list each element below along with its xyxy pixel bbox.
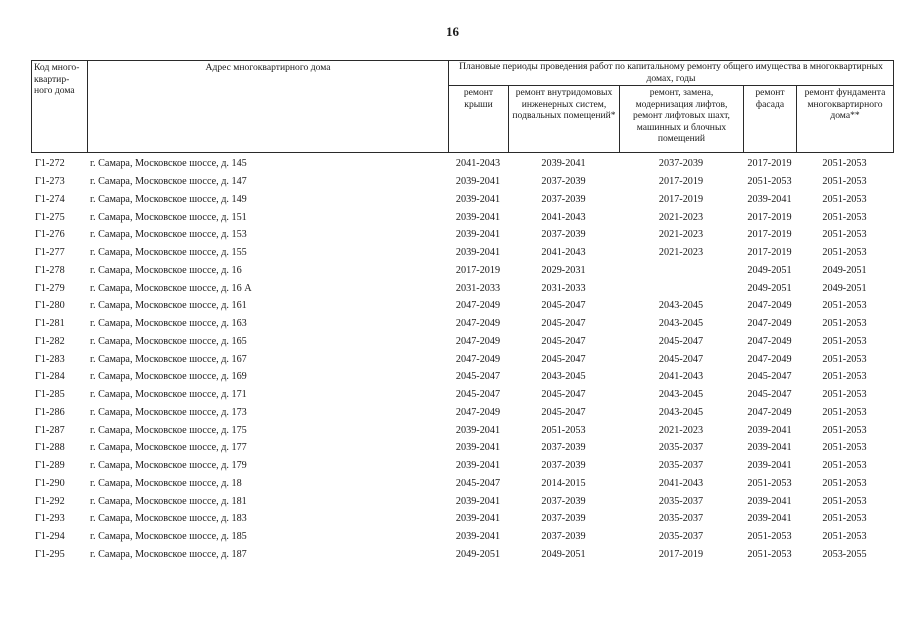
- period-roof: 2039-2041: [455, 531, 501, 543]
- period-foundation: 2051-2053: [822, 371, 867, 383]
- period-facade: 2051-2053: [747, 548, 792, 560]
- period-facade: 2051-2053: [747, 477, 792, 489]
- house-address: г. Самара, Московское шоссе, д. 167: [90, 353, 247, 365]
- house-code: Г1-290: [35, 477, 65, 489]
- table-row: [31, 510, 893, 528]
- period-facade: 2039-2041: [747, 193, 792, 205]
- period-roof: 2039-2041: [455, 193, 501, 205]
- data-table: [31, 155, 893, 563]
- header-facade: ремонт фасада: [744, 86, 797, 153]
- house-address: г. Самара, Московское шоссе, д. 177: [90, 442, 247, 454]
- period-elevators: 2017-2019: [658, 548, 704, 560]
- period-roof: 2039-2041: [455, 460, 501, 472]
- period-elevators: 2035-2037: [658, 513, 704, 525]
- house-code: Г1-293: [35, 513, 65, 525]
- house-address: г. Самара, Московское шоссе, д. 169: [90, 371, 247, 383]
- period-foundation: 2051-2053: [822, 460, 867, 472]
- house-code: Г1-288: [35, 442, 65, 454]
- period-engineering: 2051-2053: [541, 424, 586, 436]
- period-engineering: 2049-2051: [541, 548, 586, 560]
- header-roof: ремонт крыши: [449, 86, 509, 153]
- house-code: Г1-294: [35, 531, 65, 543]
- period-roof: 2039-2041: [455, 442, 501, 454]
- house-code: Г1-272: [35, 158, 65, 170]
- period-roof: 2039-2041: [455, 513, 501, 525]
- house-address: г. Самара, Московское шоссе, д. 183: [90, 513, 247, 525]
- period-engineering: 2045-2047: [541, 335, 586, 347]
- period-elevators: 2035-2037: [658, 495, 704, 507]
- period-elevators: 2045-2047: [658, 353, 704, 365]
- period-roof: 2047-2049: [455, 318, 501, 330]
- period-roof: 2039-2041: [455, 247, 501, 259]
- house-code: Г1-284: [35, 371, 65, 383]
- period-elevators: 2037-2039: [658, 158, 704, 170]
- period-facade: 2047-2049: [747, 300, 792, 312]
- period-engineering: 2045-2047: [541, 300, 586, 312]
- period-engineering: 2045-2047: [541, 389, 586, 401]
- period-foundation: 2051-2053: [822, 353, 867, 365]
- period-engineering: 2045-2047: [541, 318, 586, 330]
- house-code: Г1-273: [35, 176, 65, 188]
- period-facade: 2047-2049: [747, 406, 792, 418]
- table-row: [31, 315, 893, 333]
- period-engineering: 2037-2039: [541, 229, 586, 241]
- house-address: г. Самара, Московское шоссе, д. 149: [90, 193, 247, 205]
- period-facade: 2017-2019: [747, 247, 792, 259]
- house-code: Г1-287: [35, 424, 65, 436]
- table-row: [31, 262, 893, 280]
- period-engineering: 2045-2047: [541, 406, 586, 418]
- table-row: [31, 404, 893, 422]
- period-foundation: 2051-2053: [822, 300, 867, 312]
- period-engineering: 2045-2047: [541, 353, 586, 365]
- house-code: Г1-274: [35, 193, 65, 205]
- table-row: [31, 244, 893, 262]
- header-foundation: ремонт фундамента многоквартирного дома**: [797, 86, 894, 153]
- period-elevators: 2035-2037: [658, 531, 704, 543]
- period-roof: 2045-2047: [455, 477, 501, 489]
- table-row: [31, 297, 893, 315]
- period-elevators: 2021-2023: [658, 424, 704, 436]
- house-code: Г1-282: [35, 335, 65, 347]
- period-foundation: 2051-2053: [822, 389, 867, 401]
- period-foundation: 2049-2051: [822, 264, 867, 276]
- period-engineering: 2029-2031: [541, 264, 586, 276]
- period-elevators: 2021-2023: [658, 211, 704, 223]
- house-code: Г1-276: [35, 229, 65, 241]
- house-code: Г1-275: [35, 211, 65, 223]
- house-code: Г1-277: [35, 247, 65, 259]
- period-engineering: 2031-2033: [541, 282, 586, 294]
- page-number: 16: [446, 24, 459, 39]
- period-foundation: 2051-2053: [822, 247, 867, 259]
- period-engineering: 2043-2045: [541, 371, 586, 383]
- table-body: [31, 155, 893, 563]
- period-foundation: 2051-2053: [822, 335, 867, 347]
- period-roof: 2039-2041: [455, 229, 501, 241]
- period-foundation: 2051-2053: [822, 229, 867, 241]
- period-foundation: 2051-2053: [822, 495, 867, 507]
- table-row: [31, 546, 893, 564]
- period-elevators: 2017-2019: [658, 176, 704, 188]
- period-elevators: 2043-2045: [658, 300, 704, 312]
- house-address: г. Самара, Московское шоссе, д. 185: [90, 531, 247, 543]
- table-row: [31, 173, 893, 191]
- house-address: г. Самара, Московское шоссе, д. 175: [90, 424, 247, 436]
- period-engineering: 2039-2041: [541, 158, 586, 170]
- house-address: г. Самара, Московское шоссе, д. 147: [90, 176, 247, 188]
- table-row: [31, 350, 893, 368]
- period-foundation: 2051-2053: [822, 477, 867, 489]
- period-engineering: 2037-2039: [541, 193, 586, 205]
- period-foundation: 2051-2053: [822, 513, 867, 525]
- header-elevators: ремонт, замена, модернизация лифтов, ремонт лифтовых шахт, машинных и блочных помещений: [620, 86, 744, 153]
- period-elevators: 2041-2043: [658, 371, 704, 383]
- period-facade: 2051-2053: [747, 531, 792, 543]
- house-address: г. Самара, Московское шоссе, д. 153: [90, 229, 247, 241]
- period-roof: 2047-2049: [455, 335, 501, 347]
- period-foundation: 2051-2053: [822, 158, 867, 170]
- house-code: Г1-281: [35, 318, 65, 330]
- house-address: г. Самара, Московское шоссе, д. 16: [90, 264, 242, 276]
- house-address: г. Самара, Московское шоссе, д. 173: [90, 406, 247, 418]
- table-row: [31, 439, 893, 457]
- period-facade: 2039-2041: [747, 495, 792, 507]
- period-elevators: 2041-2043: [658, 477, 704, 489]
- table-row: [31, 421, 893, 439]
- period-engineering: 2037-2039: [541, 513, 586, 525]
- house-code: Г1-286: [35, 406, 65, 418]
- period-engineering: 2037-2039: [541, 495, 586, 507]
- house-code: Г1-285: [35, 389, 65, 401]
- table-row: [31, 279, 893, 297]
- period-facade: 2017-2019: [747, 158, 792, 170]
- house-code: Г1-289: [35, 460, 65, 472]
- house-address: г. Самара, Московское шоссе, д. 165: [90, 335, 247, 347]
- period-elevators: [619, 279, 743, 297]
- period-elevators: 2043-2045: [658, 318, 704, 330]
- period-engineering: 2037-2039: [541, 531, 586, 543]
- house-address: г. Самара, Московское шоссе, д. 181: [90, 495, 247, 507]
- house-code: Г1-280: [35, 300, 65, 312]
- period-roof: 2039-2041: [455, 176, 501, 188]
- period-roof: 2039-2041: [455, 424, 501, 436]
- header-periods: Плановые периоды проведения работ по капитальному ремонту общего имущества в многоквартирных домах, годы: [449, 61, 894, 86]
- table-header: [31, 60, 894, 153]
- house-address: г. Самара, Московское шоссе, д. 171: [90, 389, 247, 401]
- header-address: Адрес многоквартирного дома: [88, 61, 449, 153]
- period-elevators: 2021-2023: [658, 229, 704, 241]
- table-row: [31, 457, 893, 475]
- period-roof: 2041-2043: [455, 158, 501, 170]
- period-facade: 2039-2041: [747, 460, 792, 472]
- house-code: Г1-295: [35, 548, 65, 560]
- period-facade: 2039-2041: [747, 424, 792, 436]
- period-facade: 2017-2019: [747, 211, 792, 223]
- period-engineering: 2041-2043: [541, 211, 586, 223]
- period-facade: 2047-2049: [747, 353, 792, 365]
- period-roof: 2049-2051: [455, 548, 501, 560]
- period-roof: 2017-2019: [455, 264, 501, 276]
- period-engineering: 2037-2039: [541, 460, 586, 472]
- period-foundation: 2051-2053: [822, 531, 867, 543]
- period-elevators: 2043-2045: [658, 389, 704, 401]
- period-facade: 2049-2051: [747, 282, 792, 294]
- period-facade: 2047-2049: [747, 318, 792, 330]
- table-row: [31, 191, 893, 209]
- period-elevators: 2021-2023: [658, 247, 704, 259]
- period-foundation: 2053-2055: [822, 548, 867, 560]
- period-engineering: 2014-2015: [541, 477, 586, 489]
- period-engineering: 2037-2039: [541, 176, 586, 188]
- house-code: Г1-283: [35, 353, 65, 365]
- table-row: [31, 368, 893, 386]
- period-elevators: [619, 262, 743, 280]
- house-code: Г1-279: [35, 282, 65, 294]
- period-facade: 2049-2051: [747, 264, 792, 276]
- period-foundation: 2051-2053: [822, 211, 867, 223]
- period-foundation: 2049-2051: [822, 282, 867, 294]
- table-row: [31, 155, 893, 173]
- period-foundation: 2051-2053: [822, 424, 867, 436]
- header-code: Код много-квартир-ного дома: [32, 61, 88, 153]
- period-foundation: 2051-2053: [822, 442, 867, 454]
- period-foundation: 2051-2053: [822, 406, 867, 418]
- house-address: г. Самара, Московское шоссе, д. 161: [90, 300, 247, 312]
- period-facade: 2045-2047: [747, 371, 792, 383]
- table-row: [31, 492, 893, 510]
- period-roof: 2031-2033: [455, 282, 501, 294]
- period-foundation: 2051-2053: [822, 176, 867, 188]
- period-facade: 2045-2047: [747, 389, 792, 401]
- period-facade: 2039-2041: [747, 513, 792, 525]
- period-roof: 2047-2049: [455, 353, 501, 365]
- period-roof: 2045-2047: [455, 389, 501, 401]
- house-code: Г1-278: [35, 264, 65, 276]
- house-address: г. Самара, Московское шоссе, д. 16 А: [90, 282, 252, 294]
- period-engineering: 2041-2043: [541, 247, 586, 259]
- table-row: [31, 386, 893, 404]
- house-address: г. Самара, Московское шоссе, д. 151: [90, 211, 247, 223]
- period-roof: 2039-2041: [455, 495, 501, 507]
- house-address: г. Самара, Московское шоссе, д. 145: [90, 158, 247, 170]
- table-row: [31, 333, 893, 351]
- house-address: г. Самара, Московское шоссе, д. 18: [90, 477, 242, 489]
- period-facade: 2039-2041: [747, 442, 792, 454]
- period-roof: 2047-2049: [455, 300, 501, 312]
- period-foundation: 2051-2053: [822, 318, 867, 330]
- period-elevators: 2017-2019: [658, 193, 704, 205]
- house-code: Г1-292: [35, 495, 65, 507]
- table-row: [31, 528, 893, 546]
- period-elevators: 2045-2047: [658, 335, 704, 347]
- house-address: г. Самара, Московское шоссе, д. 163: [90, 318, 247, 330]
- house-address: г. Самара, Московское шоссе, д. 155: [90, 247, 247, 259]
- period-facade: 2051-2053: [747, 176, 792, 188]
- period-facade: 2017-2019: [747, 229, 792, 241]
- house-address: г. Самара, Московское шоссе, д. 187: [90, 548, 247, 560]
- header-engineering: ремонт внутридомовых инженерных систем, подвальных помещений*: [509, 86, 620, 153]
- period-roof: 2047-2049: [455, 406, 501, 418]
- period-elevators: 2043-2045: [658, 406, 704, 418]
- period-foundation: 2051-2053: [822, 193, 867, 205]
- table-row: [31, 226, 893, 244]
- period-elevators: 2035-2037: [658, 442, 704, 454]
- period-roof: 2045-2047: [455, 371, 501, 383]
- period-engineering: 2037-2039: [541, 442, 586, 454]
- house-address: г. Самара, Московское шоссе, д. 179: [90, 460, 247, 472]
- table-row: [31, 208, 893, 226]
- table-row: [31, 475, 893, 493]
- period-elevators: 2035-2037: [658, 460, 704, 472]
- period-facade: 2047-2049: [747, 335, 792, 347]
- period-roof: 2039-2041: [455, 211, 501, 223]
